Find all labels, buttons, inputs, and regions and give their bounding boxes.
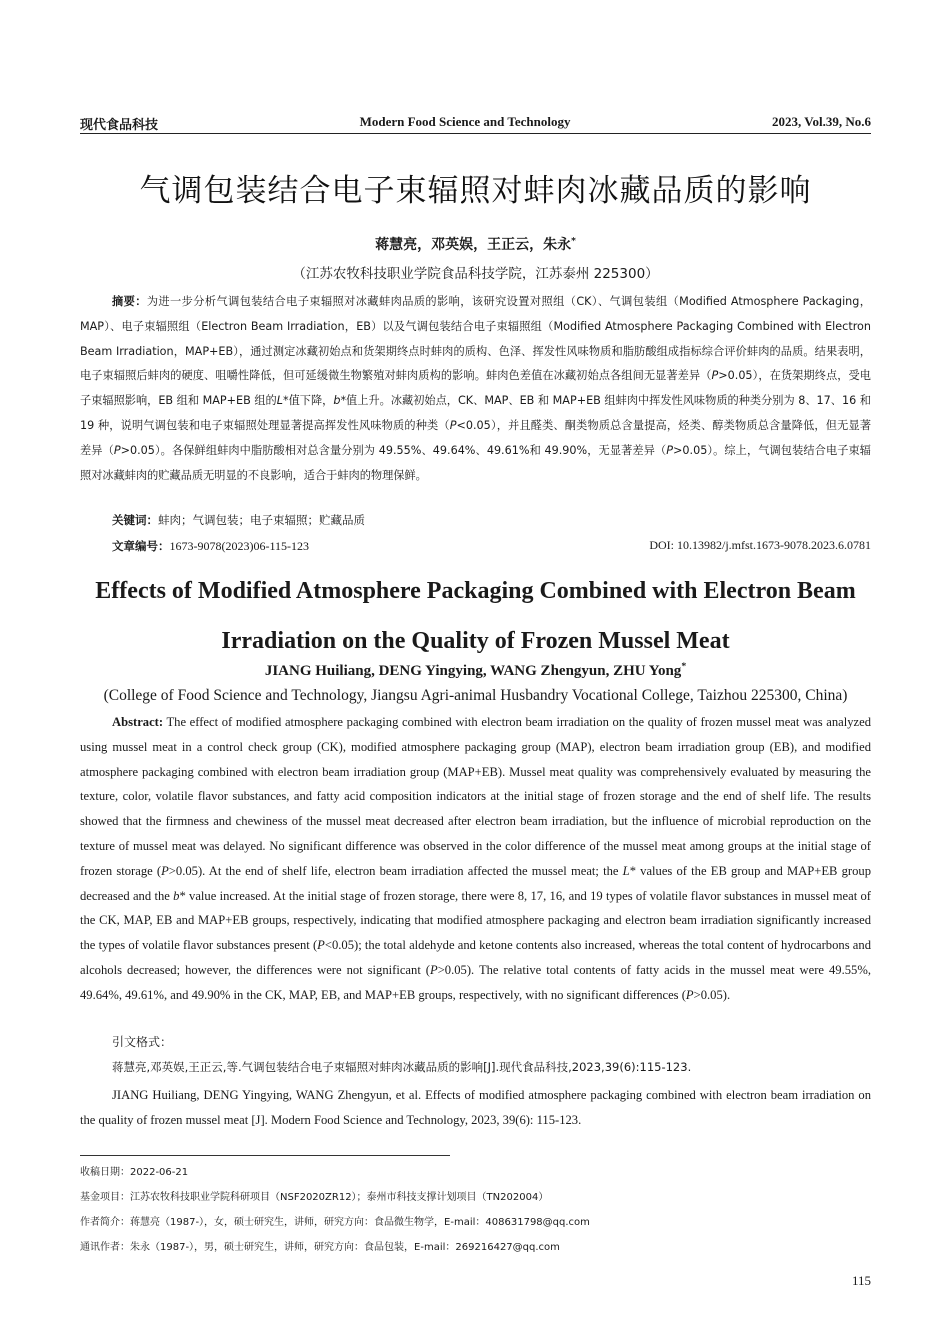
english-abstract	[80, 710, 871, 1008]
footnotes	[80, 1160, 871, 1260]
keywords-list: 蚌肉；气调包装；电子束辐照；贮藏品质	[158, 513, 365, 527]
chinese-abstract	[80, 290, 871, 488]
english-author-names: JIANG Huiliang, DENG Yingying, WANG Zhengyun, ZHU Yong	[264, 663, 682, 679]
keywords-label: 关键词：	[112, 513, 158, 527]
english-affiliation: (College of Food Science and Technology, Jiangsu Agri-animal Husbandry Vocational College, Taizhou 225300, China)	[103, 687, 848, 704]
abstract-text: <0.05); the total aldehyde and ketone contents also increased, whereas the total content of hydrocarbons and alcohols decreased; however, the differences were not significant (	[80, 938, 871, 977]
journal-name-en: Modern Food Science and Technology	[359, 114, 571, 129]
abstract-text: <0.05），并且醛类、酮类物质总含量提高，烃类、醇类物质总含量降低，但无显著差异（	[80, 418, 872, 457]
chinese-abstract-label: 摘要：	[112, 295, 147, 308]
abstract-text: >0.05).	[693, 987, 731, 1002]
paper-page	[80, 0, 871, 1344]
abstract-text: * values of the EB group and MAP+EB group decreased and the	[80, 863, 871, 903]
doi-label: DOI:	[649, 538, 677, 552]
l-variable: L	[276, 394, 283, 408]
abstract-text: 为进一步分析气调包装结合电子束辐照对冰藏蚌肉品质的影响，该研究设置对照组（CK）、气调包装组（Modified Atmosphere Packaging，MAP）、电子束辐照组（Electron Beam Irradiation，EB）以及气调包装结合电子束辐照组（Modified Atmosphere Packaging Combined with Electron Beam Irradiation，MAP+EB），通过测定冰藏初始点和货架期终点时蚌肉的质构、色泽、挥发性风味物质和脂肪酸组成指标综合评价蚌肉的品质。结果表明，电子束辐照后蚌肉的硬度、咀嚼性降低，但可延缓微生物繁殖对蚌肉质构的影响。蚌肉色差值在冰藏初始点各组间无显著差异（	[80, 295, 871, 383]
p-variable: P	[113, 443, 121, 457]
chinese-keywords	[112, 512, 365, 528]
chinese-author-names: 蒋慧亮，邓英娱，王正云，朱永	[375, 237, 572, 253]
issue-info: 2023, Vol.39, No.6	[772, 114, 871, 129]
p-variable: P	[317, 938, 325, 953]
chinese-affiliation: （江苏农牧科技职业学院食品科技学院，江苏泰州 225300）	[292, 266, 659, 282]
abstract-text: The effect of modified atmosphere packaging combined with electron beam irradiation on the quality of frozen mussel meat was analyzed using mussel meat in a control check group (CK), modified atmosphere packaging group (MAP), electron beam irradiation group (EB), and modified atmosphere packaging combined with electron beam irradiation group (MAP+EB). Mussel meat quality was comprehensively evaluated by measuring the texture, color, volatile flavor substances, and fatty acid composition indicators at the initial stage of frozen storage and the end of shelf life. The results showed that the firmness and chewiness of the mussel meat decreased after electron beam irradiation, but the influence of microbial reproduction on the texture of mussel meat was delayed. No significant difference was observed in the color difference of the mussel meat among groups at the initial stage of frozen storage (	[80, 715, 871, 878]
author-bio: 作者简介：蒋慧亮（1987-），女，硕士研究生，讲师，研究方向：食品微生物学，E-mail：408631798@qq.com	[80, 1217, 590, 1228]
doi[interactable]	[649, 538, 871, 554]
article-number-label: 文章编号：	[112, 539, 170, 553]
abstract-text: >0.05). At the end of shelf life, electron beam irradiation affected the mussel meat; the	[168, 863, 623, 878]
citation-chinese: 蒋慧亮,邓英娱,王正云,等.气调包装结合电子束辐照对蚌肉冰藏品质的影响[J].现代食品科技,2023,39(6):115-123.	[112, 1060, 692, 1074]
abstract-text: >0.05）。各保鲜组蚌肉中脂肪酸相对总含量分别为 49.55%、49.64%、49.61%和 49.90%，无显著差异（	[120, 443, 667, 457]
abstract-text: * value increased. At the initial stage of frozen storage, there were 8, 17, 16, and 19 types of volatile flavor substances in mussel meat of the CK, MAP, EB and MAP+EB groups, respectively, indicating that modified atmosphere packaging and electron beam irradiation significantly increased the types of volatile flavor substances present (	[80, 888, 872, 953]
funding-info: 基金项目：江苏农牧科技职业学院科研项目（NSF2020ZR12）；泰州市科技支撑计划项目（TN202004）	[80, 1192, 549, 1203]
received-date: 收稿日期：2022-06-21	[80, 1167, 189, 1178]
doi-value: 10.13982/j.mfst.1673-9078.2023.6.0781	[677, 538, 871, 552]
english-title: Effects of Modified Atmosphere Packaging Combined with Electron Beam Irradiation on the Quality of Frozen Mussel Meat	[95, 578, 856, 654]
english-abstract-label: Abstract:	[112, 715, 164, 729]
corresponding-mark: *	[571, 236, 576, 247]
citation-label: 引文格式：	[112, 1035, 173, 1049]
corresponding-author: 通讯作者：朱永（1987-），男，硕士研究生，讲师，研究方向：食品包装，E-mail：269216427@qq.com	[80, 1242, 560, 1253]
p-variable: P	[161, 863, 169, 878]
english-authors	[80, 661, 871, 680]
l-variable: L	[622, 863, 630, 878]
journal-name-cn: 现代食品科技	[80, 117, 159, 132]
p-variable: P	[666, 443, 674, 457]
article-info-row	[112, 538, 871, 554]
footnote-divider	[80, 1155, 450, 1156]
b-variable: b	[173, 888, 180, 903]
p-variable: P	[430, 962, 438, 977]
abstract-text: >0.05）。综上，气调包装结合电子束辐照对冰藏蚌肉的贮藏品质无明显的不良影响，适合于蚌肉的物理保鲜。	[80, 443, 871, 482]
article-number	[112, 538, 309, 554]
p-variable: P	[449, 418, 457, 432]
abstract-text: >0.05). The relative total contents of fatty acids in the mussel meat were 49.55%, 49.64%, 49.61%, and 49.90% in the CK, MAP, EB, and MAP+EB groups, respectively, with no significant differences (	[80, 962, 871, 1002]
page-number: 115	[851, 1273, 871, 1288]
chinese-authors	[80, 234, 871, 254]
abstract-text: *值上升。冰藏初始点，CK、MAP、EB 和 MAP+EB 组蚌肉中挥发性风味物质的种类分别为 8、17、16 和 19 种，说明气调包装和电子束辐照处理显著提高挥发性风味物质的种类（	[80, 394, 871, 432]
running-header	[80, 114, 871, 133]
p-variable: P	[711, 369, 719, 383]
p-variable: P	[685, 987, 694, 1002]
b-variable: b	[333, 394, 341, 408]
header-divider	[80, 133, 871, 134]
corresponding-mark: *	[681, 661, 687, 672]
abstract-text: >0.05），在货架期终点，受电子束辐照影响，EB 组和 MAP+EB 组的	[80, 369, 871, 408]
citation-english: JIANG Huiliang, DENG Yingying, WANG Zhengyun, et al. Effects of modified atmosphere packaging combined with electron beam irradiation on the quality of frozen mussel meat [J]. Modern Food Science and Technology, 2023, 39(6): 115-123.	[80, 1088, 871, 1127]
abstract-text: *值下降，	[282, 394, 334, 408]
article-number-value: 1673-9078(2023)06-115-123	[169, 539, 310, 553]
chinese-title: 气调包装结合电子束辐照对蚌肉冰藏品质的影响	[139, 173, 812, 209]
